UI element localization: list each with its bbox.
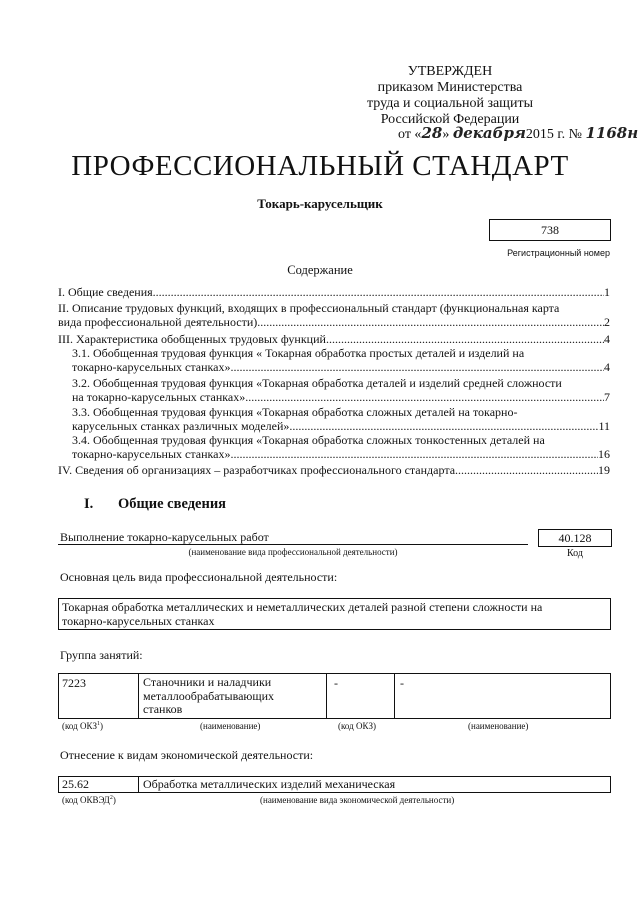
approval-heading: УТВЕРЖДЕН <box>407 64 493 79</box>
okz-caption-1: (код ОКЗ$^1$) <box>62 721 103 731</box>
group-name-1: Станочники и наладчики металлообрабатывающих станков <box>143 675 275 716</box>
okved-code: 25.62 <box>62 777 89 791</box>
group-divider-3 <box>394 673 395 719</box>
toc-item-3[interactable]: III. Характеристика обобщенных трудовых функций ..... 4 <box>58 332 610 346</box>
activity-code-box: 40.128 <box>538 529 612 547</box>
toc-item-3-4[interactable]: 3.4. Обобщенная трудовая функция «Токарная обработка сложных тонкостенных деталей на токарно-карусельных станках» ..... 16 <box>72 433 610 461</box>
name-caption-1: (наименование) <box>200 721 261 731</box>
document-subtitle: Токарь-карусельщик <box>257 196 383 211</box>
okved-name: Обработка металлических изделий механическая <box>143 777 396 791</box>
toc-item-3-3[interactable]: 3.3. Обобщенная трудовая функция «Токарная обработка сложных деталей на токарно- карусельных станках различных моделей» ..... 11 <box>72 405 610 433</box>
handwritten-day: 28 <box>421 124 443 142</box>
approval-line-federation: Российской Федерации <box>380 112 520 127</box>
approval-line-ministry: приказом Министерства <box>377 80 523 95</box>
toc-item-2[interactable]: II. Описание трудовых функций, входящих в профессиональный стандарт (функциональная карта вида профессиональной деятельности) ..... 2 <box>58 301 610 329</box>
goal-label: Основная цель вида профессиональной деятельности: <box>60 570 338 584</box>
toc-item-4[interactable]: IV. Сведения об организациях – разработчиках профессионального стандарта ..... 19 <box>58 463 610 477</box>
okved-label: Отнесение к видам экономической деятельности: <box>60 748 314 762</box>
activity-caption: (наименование вида профессиональной деятельности) <box>188 547 398 557</box>
okved-name-caption: (наименование вида экономической деятельности) <box>260 795 455 805</box>
toc-item-3-1[interactable]: 3.1. Обобщенная трудовая функция « Токарная обработка простых деталей и изделий на токарно-карусельных станках» ..... 4 <box>72 346 610 374</box>
registration-number-label: Регистрационный номер <box>507 248 610 258</box>
section-number: I. <box>84 496 94 512</box>
toc-heading: Содержание <box>287 263 353 277</box>
code-caption: Код <box>567 548 583 559</box>
group-code-1: 7223 <box>62 676 86 690</box>
okz-caption-2: (код ОКЗ) <box>338 721 376 731</box>
goal-text: Токарная обработка металлических и неметаллических деталей разной степени сложности на токарно-карусельных станках <box>62 600 543 628</box>
handwritten-order-number: 1168н <box>585 124 639 142</box>
toc-item-1[interactable]: I. Общие сведения ..... 1 <box>58 285 610 299</box>
activity-name: Выполнение токарно-карусельных работ <box>60 530 269 544</box>
toc-item-3-2[interactable]: 3.2. Обобщенная трудовая функция «Токарная обработка деталей и изделий средней сложности на токарно-карусельных станках» ..... 7 <box>72 376 610 404</box>
group-label: Группа занятий: <box>60 648 143 662</box>
date-mid: » <box>442 127 450 142</box>
approval-date <box>398 124 638 143</box>
registration-number-box: 738 <box>489 219 611 241</box>
date-prefix: от « <box>398 127 422 142</box>
okved-divider <box>138 776 139 793</box>
date-year: 2015 г. № <box>525 127 582 142</box>
approval-line-labor: труда и социальной защиты <box>367 96 533 111</box>
group-name-2: - <box>400 676 404 690</box>
activity-underline <box>58 544 528 545</box>
group-code-2: - <box>334 676 338 690</box>
section-title: Общие сведения <box>118 496 227 512</box>
name-caption-2: (наименование) <box>468 721 529 731</box>
document-title: ПРОФЕССИОНАЛЬНЫЙ СТАНДАРТ <box>71 150 569 182</box>
group-divider-1 <box>138 673 139 719</box>
handwritten-month: декабря <box>452 124 526 142</box>
group-divider-2 <box>326 673 327 719</box>
okved-code-caption: (код ОКВЭД$^2$) <box>62 795 116 805</box>
